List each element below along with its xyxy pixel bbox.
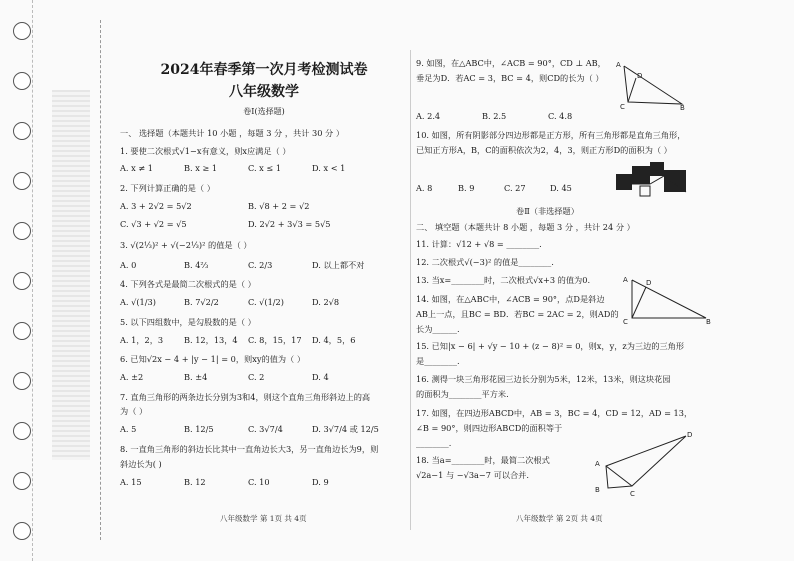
q5-option-b: B. 12，13，4 [184, 335, 238, 345]
punch-hole [13, 272, 31, 290]
figure-q9-triangle [616, 58, 688, 110]
question-10-cont: 已知正方形A，B，C的面积依次为2，4，3，则正方形D的面积为（ ） [416, 145, 672, 155]
question-14: 14. 如图，在△ABC中，∠ACB = 90°，点D是斜边 [416, 294, 605, 304]
q5-option-c: C. 8，15，17 [248, 335, 302, 345]
question-7: 7. 直角三角形的两条边长分别为3和4，则这个直角三角形斜边上的高 [120, 392, 371, 402]
q8-option-a: A. 15 [120, 477, 142, 487]
label-a: A [623, 276, 628, 284]
binding-margin [0, 0, 120, 561]
question-15-cont: 是________. [416, 356, 460, 366]
q2-option-d: D. 2√2 + 3√3 = 5√5 [248, 219, 331, 229]
punch-hole-strip [10, 0, 33, 561]
q3-option-a: A. 0 [120, 260, 137, 270]
label-c: C [620, 103, 625, 110]
q3-option-b: B. 4⅔ [184, 260, 209, 270]
quadrilateral-abcd [606, 436, 686, 488]
square-d [664, 170, 686, 192]
q10-option-a: A. 8 [416, 183, 433, 193]
segment-cd [632, 287, 646, 318]
label-a: A [616, 61, 621, 69]
label-c: C [623, 318, 628, 324]
question-13: 13. 当x=________时，二次根式√x+3 的值为0. [416, 275, 591, 285]
triangle-abc [632, 280, 706, 318]
punch-hole [13, 72, 31, 90]
question-7-cont: 为（ ） [120, 406, 148, 416]
q6-option-c: C. 2 [248, 372, 265, 382]
question-17: 17. 如图，在四边形ABCD中，AB = 3，BC = 4，CD = 12，AD = 13， [416, 408, 693, 418]
punch-hole [13, 522, 31, 540]
question-15: 15. 已知|x − 6| + √y − 10 + (z − 8)² = 0，则x，y，z为三边的三角形 [416, 341, 685, 351]
q4-option-a: A. √(1/3) [120, 297, 156, 307]
q4-option-b: B. 7√2/2 [184, 297, 219, 307]
question-18-cont: √2a−1 与 −√3a−7 可以合并. [416, 470, 529, 480]
figure-q14-triangle [622, 274, 712, 324]
figure-q17-quadrilateral [592, 428, 702, 500]
question-6: 6. 已知√2x − 4 + |y − 1| = 0，则xy的值为（ ） [120, 354, 306, 364]
question-9: 9. 如图，在△ABC中，∠ACB = 90°，CD ⊥ AB， [416, 58, 606, 68]
q4-option-c: C. √(1/2) [248, 297, 284, 307]
q9-option-b: B. 2.5 [482, 111, 507, 121]
punch-hole [13, 422, 31, 440]
square-a [616, 174, 632, 190]
page-footer-left: 八年级数学 第 1页 共 4页 [220, 514, 307, 523]
label-c: C [630, 490, 635, 498]
label-a: A [595, 460, 600, 468]
punch-hole [13, 372, 31, 390]
square-c [650, 162, 664, 176]
question-1: 1. 要使二次根式√1−x有意义，则x应满足（ ） [120, 146, 291, 156]
question-17-cont: ∠B = 90°，则四边形ABCD的面积等于 [416, 423, 563, 433]
q8-option-b: B. 12 [184, 477, 206, 487]
question-14-cont: AB上一点，且BC = BD．若BC = 2AC = 2，则AD的 [416, 309, 619, 319]
q1-option-b: B. x ≥ 1 [184, 163, 218, 173]
question-11: 11. 计算：√12 + √8 = ________. [416, 239, 542, 249]
q2-option-b: B. √8 + 2 = √2 [248, 201, 310, 211]
punch-hole [13, 472, 31, 490]
question-16: 16. 测得一块三角形花园三边长分别为5米，12米，13米，则这块花园 [416, 374, 671, 384]
question-5: 5. 以下四组数中，是勾股数的是（ ） [120, 317, 256, 327]
question-9-cont: 垂足为D．若AC = 3，BC = 4，则CD的长为（ ） [416, 73, 604, 83]
q7-option-d: D. 3√7/4 或 12/5 [312, 424, 379, 434]
diagonal-ac [606, 466, 632, 486]
question-8-cont: 斜边长为( ) [120, 459, 162, 469]
question-4: 4. 下列各式是最简二次根式的是（ ） [120, 279, 256, 289]
label-b: B [706, 318, 711, 324]
question-16-cont: 的面积为________平方米. [416, 389, 509, 399]
question-17-cont-2: ________. [416, 438, 452, 448]
q7-option-c: C. 3√7/4 [248, 424, 283, 434]
punch-hole [13, 22, 31, 40]
q10-option-d: D. 45 [550, 183, 572, 193]
q10-option-b: B. 9 [458, 183, 475, 193]
volume-1-heading: 卷Ⅰ(选择题) [243, 107, 285, 116]
q7-option-a: A. 5 [120, 424, 137, 434]
q1-option-a: A. x ≠ 1 [120, 163, 154, 173]
punch-hole [13, 322, 31, 340]
square-b [632, 166, 650, 184]
triangle-abc [624, 66, 682, 104]
label-d: D [687, 431, 693, 439]
q1-option-c: C. x ≤ 1 [248, 163, 282, 173]
q3-option-d: D. 以上都不对 [312, 260, 365, 270]
section-1-heading: 一、 选择题（本题共计 10 小题 ，每题 3 分 ，共计 30 分 ） [120, 128, 345, 138]
column-divider [410, 50, 411, 530]
q4-option-d: D. 2√8 [312, 297, 340, 307]
student-info-area [52, 90, 90, 460]
q7-option-b: B. 12/5 [184, 424, 214, 434]
q9-option-a: A. 2.4 [416, 111, 441, 121]
question-14-cont-2: 长为______. [416, 324, 460, 334]
q6-option-a: A. ±2 [120, 372, 144, 382]
q10-option-c: C. 27 [504, 183, 526, 193]
punch-hole [13, 172, 31, 190]
q8-option-d: D. 9 [312, 477, 329, 487]
punch-hole [13, 122, 31, 140]
q9-option-c: C. 4.8 [548, 111, 573, 121]
question-12: 12. 二次根式√(−3)² 的值是________. [416, 257, 554, 267]
volume-2-heading: 卷Ⅱ（非选择题） [516, 206, 579, 216]
label-d: D [646, 279, 652, 287]
question-18: 18. 当a=________时，最简二次根式 [416, 455, 550, 465]
q3-option-c: C. 2/3 [248, 260, 273, 270]
square-small [640, 186, 650, 196]
figure-q10-squares [614, 160, 694, 202]
label-b: B [595, 486, 600, 494]
q2-option-c: C. √3 + √2 = √5 [120, 219, 187, 229]
q6-option-d: D. 4 [312, 372, 329, 382]
page-footer-right: 八年级数学 第 2页 共 4页 [516, 514, 603, 523]
q5-option-d: D. 4，5，6 [312, 335, 356, 345]
question-3: 3. √(2⅓)² + √(−2⅓)² 的值是（ ） [120, 240, 252, 250]
binding-cut-line [100, 20, 101, 540]
q1-option-d: D. x < 1 [312, 163, 346, 173]
question-10: 10. 如图，所有阴影部分四边形都是正方形，所有三角形都是直角三角形， [416, 130, 686, 140]
q8-option-c: C. 10 [248, 477, 270, 487]
altitude-cd [628, 78, 636, 102]
exam-subtitle: 八年级数学 [229, 84, 299, 100]
label-d: D [637, 72, 643, 80]
question-2: 2. 下列计算正确的是（ ） [120, 183, 215, 193]
exam-title: 2024年春季第一次月考检测试卷 [160, 62, 368, 78]
q6-option-b: B. ±4 [184, 372, 208, 382]
q5-option-a: A. 1，2，3 [120, 335, 164, 345]
question-8: 8. 一直角三角形的斜边长比其中一直角边长大3，另一直角边长为9，则 [120, 444, 379, 454]
punch-hole [13, 222, 31, 240]
label-b: B [680, 104, 685, 110]
section-2-heading: 二、 填空题（本题共计 8 小题 ，每题 3 分 ，共计 24 分 ） [416, 222, 635, 232]
q2-option-a: A. 3 + 2√2 = 5√2 [120, 201, 192, 211]
